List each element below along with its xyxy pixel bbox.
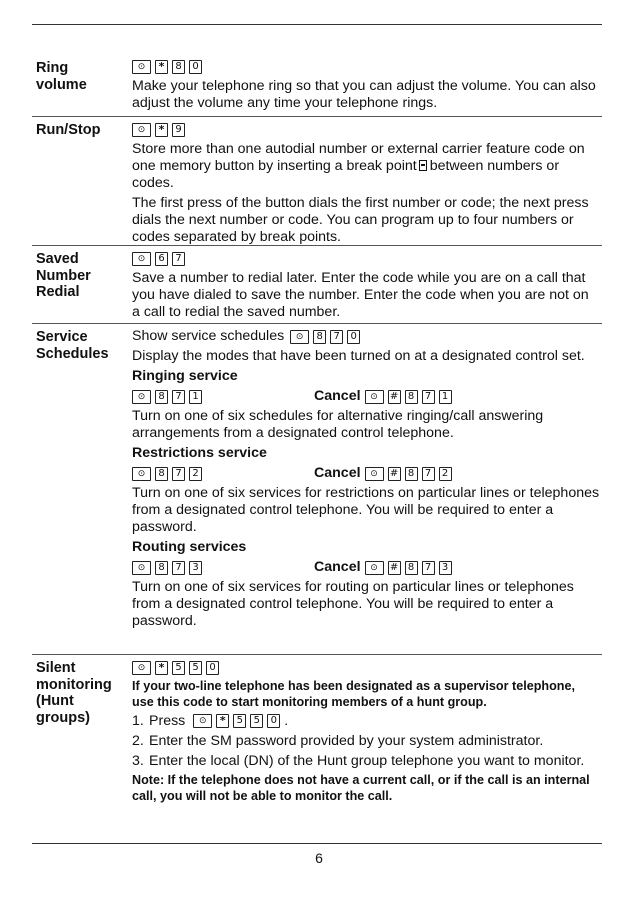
keypad-key: 8 <box>313 330 326 344</box>
keypad-key: 8 <box>155 467 168 481</box>
keypad-key: 1 <box>439 390 452 404</box>
feature-key-icon <box>365 390 384 404</box>
keypad-key: 5 <box>250 714 263 728</box>
keypad-key: 8 <box>172 60 185 74</box>
keypad-key: 0 <box>206 661 219 675</box>
keypad-key: 5 <box>233 714 246 728</box>
term-saved-number-redial: Saved Number Redial <box>36 251 91 300</box>
keypad-key: 6 <box>155 252 168 266</box>
key-sequence <box>132 121 600 138</box>
feature-key-icon <box>132 390 151 404</box>
feature-key-icon <box>132 661 151 675</box>
feature-key-icon <box>132 561 151 575</box>
keypad-key: 3 <box>439 561 452 575</box>
term-run-stop: Run/Stop <box>36 122 101 138</box>
keypad-key: 7 <box>422 467 435 481</box>
keypad-key: # <box>388 390 401 404</box>
row-divider <box>32 654 602 655</box>
keypad-key: 7 <box>172 561 185 575</box>
keypad-key: 5 <box>189 661 202 675</box>
top-rule <box>32 24 602 25</box>
keypad-key: 3 <box>189 561 202 575</box>
restrictions-service-description: Turn on one of six services for restrictions on particular lines or telephones from a designated control telephone. You will be required to enter a password. <box>132 485 600 535</box>
keypad-key: 7 <box>172 467 185 481</box>
key-sequence <box>132 58 600 75</box>
keypad-key: 1 <box>189 390 202 404</box>
row-divider <box>32 323 602 324</box>
note: Note: If the telephone does not have a current call, or if the call is an internal call, you will not be able to monitor the call. <box>132 773 590 803</box>
keypad-key: # <box>388 561 401 575</box>
row-divider <box>32 245 602 246</box>
feature-key-icon <box>132 467 151 481</box>
feature-key-icon <box>365 561 384 575</box>
term-service-schedules: Service Schedules <box>36 329 109 362</box>
keypad-key: 8 <box>405 467 418 481</box>
feature-key-icon <box>132 252 151 266</box>
feature-key-icon <box>365 467 384 481</box>
keypad-key: * <box>155 661 168 675</box>
row-divider <box>32 116 602 117</box>
feature-key-icon <box>132 60 151 74</box>
feature-key-icon <box>193 714 212 728</box>
keypad-key: 7 <box>422 561 435 575</box>
keypad-key: 7 <box>172 390 185 404</box>
keypad-key: # <box>388 467 401 481</box>
keypad-key: 2 <box>439 467 452 481</box>
list-item: 2. Enter the SM password provided by your system administrator. <box>132 733 544 749</box>
keypad-key: 8 <box>155 390 168 404</box>
keypad-key: 0 <box>347 330 360 344</box>
intro: If your two-line telephone has been designated as a supervisor telephone, use this code to start monitoring members of a hunt group. <box>132 679 575 709</box>
feature-key-icon <box>132 123 151 137</box>
description: Save a number to redial later. Enter the code while you are on a call that you have dialed to save the number. Enter the code when you are not on a call to redial the saved number. <box>132 270 589 320</box>
list-item: 1. Press ⊙ * 5 5 0 . <box>132 713 600 730</box>
term-silent-monitoring: Silent monitoring (Hunt groups) <box>36 660 112 726</box>
keypad-key: 7 <box>422 390 435 404</box>
description-2: The first press of the button dials the first number or code; the next press dials the next number or code. You can program up to four numbers or codes separated by break points. <box>132 195 589 245</box>
keypad-key: * <box>155 123 168 137</box>
steps-list <box>132 713 600 770</box>
subheading-restrictions-service: Restrictions service <box>132 445 267 461</box>
keypad-key: * <box>155 60 168 74</box>
keypad-key: 8 <box>155 561 168 575</box>
feature-key-icon <box>290 330 309 344</box>
subheading-ringing-service: Ringing service <box>132 368 238 384</box>
page-number: 6 <box>315 850 323 866</box>
show-service-schedules: Show service schedules ⊙ 8 7 0 <box>132 328 600 345</box>
description: Display the modes that have been turned on at a designated control set. <box>132 348 585 364</box>
ringing-service-description: Turn on one of six schedules for alternative ringing/call answering arrangements from a designated control telephone. <box>132 408 544 441</box>
term-ring-volume: Ring volume <box>36 60 87 93</box>
keypad-key: 8 <box>405 390 418 404</box>
keypad-key: 0 <box>267 714 280 728</box>
keypad-key: 8 <box>405 561 418 575</box>
description: Make your telephone ring so that you can adjust the volume. You can also adjust the volume any time your telephone rings. <box>132 78 596 111</box>
keypad-key: 7 <box>172 252 185 266</box>
list-item: 3. Enter the local (DN) of the Hunt group telephone you want to monitor. <box>132 753 585 769</box>
keypad-key: * <box>216 714 229 728</box>
bottom-rule <box>32 843 602 844</box>
keypad-key: 0 <box>189 60 202 74</box>
key-sequence <box>132 659 600 676</box>
routing-services-description: Turn on one of six services for routing on particular lines or telephones from a designated control telephone. You will be required to enter a password. <box>132 579 574 629</box>
routing-services-codes: ⊙ 8 7 3 Cancel ⊙ # 8 7 3 <box>132 559 600 576</box>
description: Store more than one autodial number or external carrier feature code on one memory button by inserting a break point between numbers or codes. <box>132 141 585 191</box>
subheading-routing-services: Routing services <box>132 539 247 555</box>
break-point-icon <box>419 160 427 171</box>
ringing-service-codes: ⊙ 8 7 1 Cancel ⊙ # 8 7 1 <box>132 388 600 405</box>
key-sequence <box>132 250 600 267</box>
restrictions-service-codes: ⊙ 8 7 2 Cancel ⊙ # 8 7 2 <box>132 465 600 482</box>
keypad-key: 9 <box>172 123 185 137</box>
keypad-key: 2 <box>189 467 202 481</box>
keypad-key: 5 <box>172 661 185 675</box>
keypad-key: 7 <box>330 330 343 344</box>
